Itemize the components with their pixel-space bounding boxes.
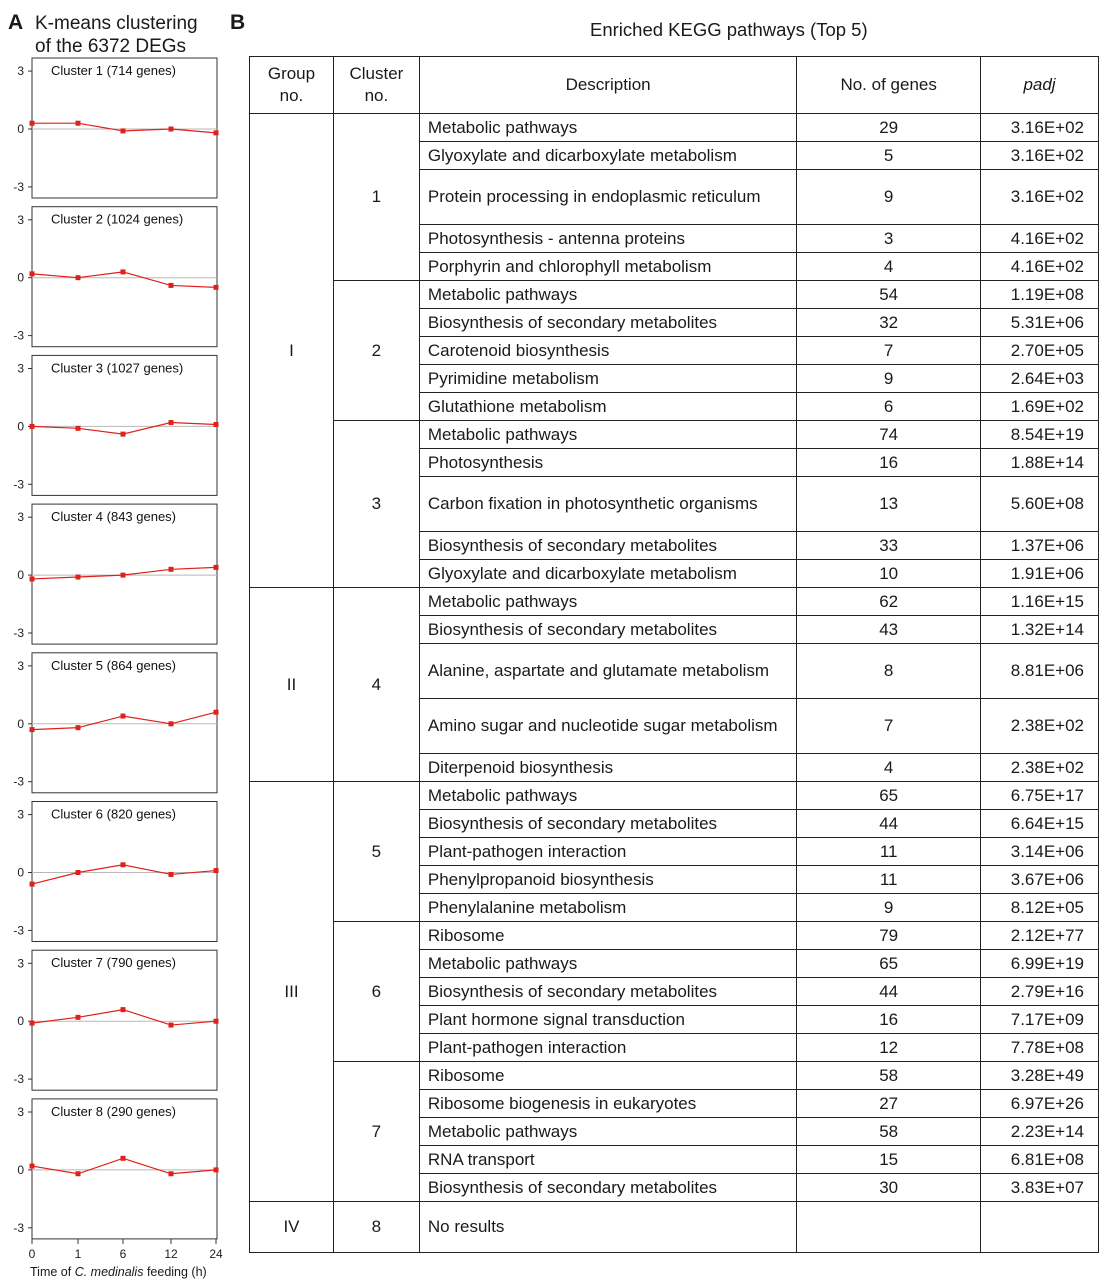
padj-cell [981, 1202, 1099, 1253]
data-point [76, 575, 81, 580]
data-point [76, 121, 81, 126]
y-tick-label: -3 [13, 626, 24, 640]
table-row [250, 782, 1099, 810]
description-cell: Biosynthesis of secondary metabolites [419, 1174, 796, 1202]
cluster-cell: 2 [333, 281, 419, 421]
description-cell: Photosynthesis [419, 449, 796, 477]
data-point [30, 882, 35, 887]
description-cell: Plant hormone signal transduction [419, 1006, 796, 1034]
data-point [169, 1171, 174, 1176]
padj-cell: 3.67E+06 [981, 866, 1099, 894]
padj-cell: 5.60E+08 [981, 477, 1099, 532]
genes-cell: 44 [797, 810, 981, 838]
kegg-header-row [250, 57, 1099, 114]
data-point [76, 870, 81, 875]
cluster-plot-frame [32, 653, 217, 793]
padj-cell: 1.37E+06 [981, 532, 1099, 560]
cluster-cell: 4 [333, 588, 419, 782]
x-tick-label: 0 [28, 1246, 36, 1261]
y-tick-label: 3 [17, 212, 24, 227]
data-point [76, 275, 81, 280]
header-group-line2: no. [279, 86, 304, 105]
genes-cell: 58 [797, 1062, 981, 1090]
genes-cell: 9 [797, 894, 981, 922]
genes-cell: 33 [797, 532, 981, 560]
cluster-plot-frame [32, 1099, 217, 1239]
y-tick-label: 3 [17, 658, 24, 673]
data-point [76, 426, 81, 431]
header-genes: No. of genes [797, 57, 981, 114]
data-point [121, 573, 126, 578]
padj-cell: 2.38E+02 [981, 754, 1099, 782]
y-tick-label: -3 [13, 923, 24, 938]
padj-cell: 6.64E+15 [981, 810, 1099, 838]
genes-cell: 9 [797, 365, 981, 393]
data-point [214, 422, 219, 427]
data-point [121, 862, 126, 867]
data-point [30, 576, 35, 581]
header-group-line1: Group [267, 64, 316, 83]
data-point [169, 420, 174, 425]
description-cell: RNA transport [419, 1146, 796, 1174]
table-row [250, 114, 1099, 142]
data-point [214, 868, 219, 873]
padj-cell: 6.81E+08 [981, 1146, 1099, 1174]
description-cell: Carbon fixation in photosynthetic organisms [419, 477, 796, 532]
genes-cell: 13 [797, 477, 981, 532]
data-point [169, 567, 174, 572]
cluster-cell: 6 [333, 922, 419, 1062]
panel-b-label: B [230, 11, 246, 34]
header-padj: padj [981, 57, 1099, 114]
panel-a-label: A [8, 11, 24, 34]
data-point [121, 1156, 126, 1161]
description-cell: Ribosome biogenesis in eukaryotes [419, 1090, 796, 1118]
description-cell: No results [419, 1202, 796, 1253]
genes-cell: 44 [797, 978, 981, 1006]
genes-cell: 7 [797, 699, 981, 754]
data-point [121, 714, 126, 719]
kegg-table-body [250, 114, 1099, 1253]
y-tick-label: 3 [17, 807, 24, 822]
description-cell: Biosynthesis of secondary metabolites [419, 810, 796, 838]
y-tick-label: 0 [17, 122, 24, 136]
y-tick-label: 0 [17, 270, 24, 285]
description-cell: Alanine, aspartate and glutamate metabolism [419, 644, 796, 699]
padj-cell: 8.81E+06 [981, 644, 1099, 699]
genes-cell [797, 1202, 981, 1253]
y-tick-label: 0 [17, 1014, 24, 1029]
description-cell: Metabolic pathways [419, 950, 796, 978]
padj-cell: 1.88E+14 [981, 449, 1099, 477]
genes-cell: 9 [797, 170, 981, 225]
genes-cell: 7 [797, 337, 981, 365]
genes-cell: 65 [797, 950, 981, 978]
padj-cell: 2.12E+77 [981, 922, 1099, 950]
description-cell: Diterpenoid biosynthesis [419, 754, 796, 782]
y-tick-label: 0 [17, 568, 24, 583]
padj-cell: 3.16E+02 [981, 142, 1099, 170]
cluster-plot-frame [32, 802, 217, 942]
description-cell: Biosynthesis of secondary metabolites [419, 309, 796, 337]
y-tick-label: -3 [13, 477, 24, 492]
table-row [250, 1202, 1099, 1253]
description-cell: Metabolic pathways [419, 421, 796, 449]
data-point [76, 1171, 81, 1176]
data-point [76, 1015, 81, 1020]
genes-cell: 15 [797, 1146, 981, 1174]
x-tick-label: 6 [119, 1246, 127, 1261]
genes-cell: 54 [797, 281, 981, 309]
description-cell: Phenylpropanoid biosynthesis [419, 866, 796, 894]
table-row [250, 421, 1099, 449]
header-description: Description [419, 57, 796, 114]
cluster-cell: 7 [333, 1062, 419, 1202]
y-tick-label: 0 [17, 1162, 24, 1177]
x-tick-label: 1 [74, 1246, 82, 1261]
padj-cell: 4.16E+02 [981, 225, 1099, 253]
padj-cell: 2.64E+03 [981, 365, 1099, 393]
description-cell: Glutathione metabolism [419, 393, 796, 421]
data-point [169, 283, 174, 288]
data-point [121, 432, 126, 437]
data-point [214, 565, 219, 570]
genes-cell: 58 [797, 1118, 981, 1146]
panel-a-title-line2: of the 6372 DEGs [35, 36, 187, 57]
data-point [214, 285, 219, 290]
data-point [214, 710, 219, 715]
data-point [30, 424, 35, 429]
padj-cell: 2.70E+05 [981, 337, 1099, 365]
cluster-plot-frame [32, 355, 217, 495]
data-point [30, 271, 35, 276]
genes-cell: 62 [797, 588, 981, 616]
description-cell: Metabolic pathways [419, 588, 796, 616]
table-row [250, 922, 1099, 950]
cluster-title: Cluster 4 (843 genes) [51, 509, 177, 525]
data-point [169, 127, 174, 132]
y-tick-label: -3 [13, 774, 24, 789]
padj-cell: 1.69E+02 [981, 393, 1099, 421]
padj-cell: 1.19E+08 [981, 281, 1099, 309]
panel-a-title-line1: K-means clustering [35, 13, 198, 34]
data-point [121, 269, 126, 274]
description-cell: Metabolic pathways [419, 114, 796, 142]
data-point [169, 1023, 174, 1028]
padj-cell: 8.54E+19 [981, 421, 1099, 449]
description-cell: Ribosome [419, 922, 796, 950]
description-cell: Biosynthesis of secondary metabolites [419, 978, 796, 1006]
description-cell: Glyoxylate and dicarboxylate metabolism [419, 560, 796, 588]
padj-cell: 4.16E+02 [981, 253, 1099, 281]
padj-cell: 3.16E+02 [981, 170, 1099, 225]
padj-cell: 6.97E+26 [981, 1090, 1099, 1118]
kegg-table-title: Enriched KEGG pathways (Top 5) [590, 19, 868, 40]
description-cell: Glyoxylate and dicarboxylate metabolism [419, 142, 796, 170]
cluster-plot-frame [32, 58, 217, 198]
table-row [250, 588, 1099, 616]
cluster-cell: 8 [333, 1202, 419, 1253]
genes-cell: 16 [797, 449, 981, 477]
genes-cell: 79 [797, 922, 981, 950]
genes-cell: 10 [797, 560, 981, 588]
group-cell: IV [250, 1202, 334, 1253]
header-cluster-line2: no. [364, 86, 389, 105]
data-point [214, 1019, 219, 1024]
table-row [250, 1062, 1099, 1090]
padj-cell: 1.91E+06 [981, 560, 1099, 588]
kegg-table [249, 56, 1099, 1253]
y-tick-label: -3 [13, 179, 24, 194]
cluster-title: Cluster 6 (820 genes) [51, 806, 177, 822]
cluster-title: Cluster 1 (714 genes) [51, 63, 177, 78]
description-cell: Metabolic pathways [419, 782, 796, 810]
description-cell: Metabolic pathways [419, 1118, 796, 1146]
padj-cell: 1.32E+14 [981, 616, 1099, 644]
cluster-series-line [32, 865, 216, 884]
padj-cell: 8.12E+05 [981, 894, 1099, 922]
genes-cell: 27 [797, 1090, 981, 1118]
y-tick-label: 3 [17, 1105, 24, 1119]
genes-cell: 4 [797, 253, 981, 281]
padj-cell: 7.17E+09 [981, 1006, 1099, 1034]
group-cell: I [250, 114, 334, 588]
data-point [30, 1164, 35, 1169]
genes-cell: 74 [797, 421, 981, 449]
y-tick-label: -3 [13, 1220, 24, 1235]
padj-cell: 3.83E+07 [981, 1174, 1099, 1202]
padj-cell: 5.31E+06 [981, 309, 1099, 337]
x-axis-title-suffix: feeding (h) [143, 1265, 207, 1279]
genes-cell: 11 [797, 866, 981, 894]
description-cell: Carotenoid biosynthesis [419, 337, 796, 365]
cluster-cell: 5 [333, 782, 419, 922]
data-point [214, 130, 219, 135]
description-cell: Metabolic pathways [419, 281, 796, 309]
cluster-line-charts [0, 0, 240, 1285]
description-cell: Phenylalanine metabolism [419, 894, 796, 922]
genes-cell: 4 [797, 754, 981, 782]
data-point [30, 1021, 35, 1026]
description-cell: Pyrimidine metabolism [419, 365, 796, 393]
genes-cell: 8 [797, 644, 981, 699]
y-tick-label: 3 [17, 64, 24, 79]
description-cell: Porphyrin and chlorophyll metabolism [419, 253, 796, 281]
padj-cell: 3.14E+06 [981, 838, 1099, 866]
padj-cell: 3.16E+02 [981, 114, 1099, 142]
table-row [250, 281, 1099, 309]
genes-cell: 30 [797, 1174, 981, 1202]
data-point [214, 1167, 219, 1172]
genes-cell: 6 [797, 393, 981, 421]
data-point [76, 725, 81, 730]
y-tick-label: -3 [13, 1072, 24, 1087]
group-cell: II [250, 588, 334, 782]
header-cluster-line1: Cluster [349, 64, 404, 83]
padj-cell: 6.99E+19 [981, 950, 1099, 978]
cluster-title: Cluster 3 (1027 genes) [51, 360, 184, 376]
description-cell: Biosynthesis of secondary metabolites [419, 616, 796, 644]
data-point [169, 872, 174, 877]
padj-cell: 3.28E+49 [981, 1062, 1099, 1090]
y-tick-label: 3 [17, 956, 24, 971]
cluster-title: Cluster 5 (864 genes) [51, 657, 177, 673]
description-cell: Amino sugar and nucleotide sugar metabolism [419, 699, 796, 754]
padj-cell: 6.75E+17 [981, 782, 1099, 810]
data-point [30, 121, 35, 126]
cluster-cell: 1 [333, 114, 419, 281]
genes-cell: 3 [797, 225, 981, 253]
genes-cell: 12 [797, 1034, 981, 1062]
padj-cell: 1.16E+15 [981, 588, 1099, 616]
cluster-title: Cluster 7 (790 genes) [51, 955, 177, 971]
x-axis-title-prefix: Time of [30, 1265, 75, 1279]
y-tick-label: 0 [17, 419, 24, 434]
cluster-cell: 3 [333, 421, 419, 588]
genes-cell: 32 [797, 309, 981, 337]
genes-cell: 16 [797, 1006, 981, 1034]
x-tick-label: 12 [164, 1246, 178, 1261]
data-point [121, 1007, 126, 1012]
description-cell: Plant-pathogen interaction [419, 838, 796, 866]
x-axis-title-species: C. medinalis [74, 1265, 144, 1279]
padj-cell: 7.78E+08 [981, 1034, 1099, 1062]
padj-cell: 2.38E+02 [981, 699, 1099, 754]
y-tick-label: 0 [17, 865, 24, 880]
genes-cell: 11 [797, 838, 981, 866]
genes-cell: 5 [797, 142, 981, 170]
cluster-title: Cluster 2 (1024 genes) [51, 211, 184, 227]
description-cell: Ribosome [419, 1062, 796, 1090]
x-axis-title [30, 1265, 207, 1279]
description-cell: Protein processing in endoplasmic reticulum [419, 170, 796, 225]
data-point [30, 727, 35, 732]
group-cell: III [250, 782, 334, 1202]
data-point [169, 721, 174, 726]
description-cell: Photosynthesis - antenna proteins [419, 225, 796, 253]
header-group [250, 57, 334, 114]
description-cell: Biosynthesis of secondary metabolites [419, 532, 796, 560]
data-point [121, 128, 126, 133]
description-cell: Plant-pathogen interaction [419, 1034, 796, 1062]
y-tick-label: -3 [13, 328, 24, 343]
padj-cell: 2.79E+16 [981, 978, 1099, 1006]
y-tick-label: 0 [17, 716, 24, 731]
header-cluster [333, 57, 419, 114]
genes-cell: 65 [797, 782, 981, 810]
genes-cell: 29 [797, 114, 981, 142]
x-tick-label: 24 [209, 1246, 223, 1261]
genes-cell: 43 [797, 616, 981, 644]
padj-cell: 2.23E+14 [981, 1118, 1099, 1146]
cluster-title: Cluster 8 (290 genes) [51, 1103, 177, 1119]
y-tick-label: 3 [17, 361, 24, 376]
y-tick-label: 3 [17, 510, 24, 525]
